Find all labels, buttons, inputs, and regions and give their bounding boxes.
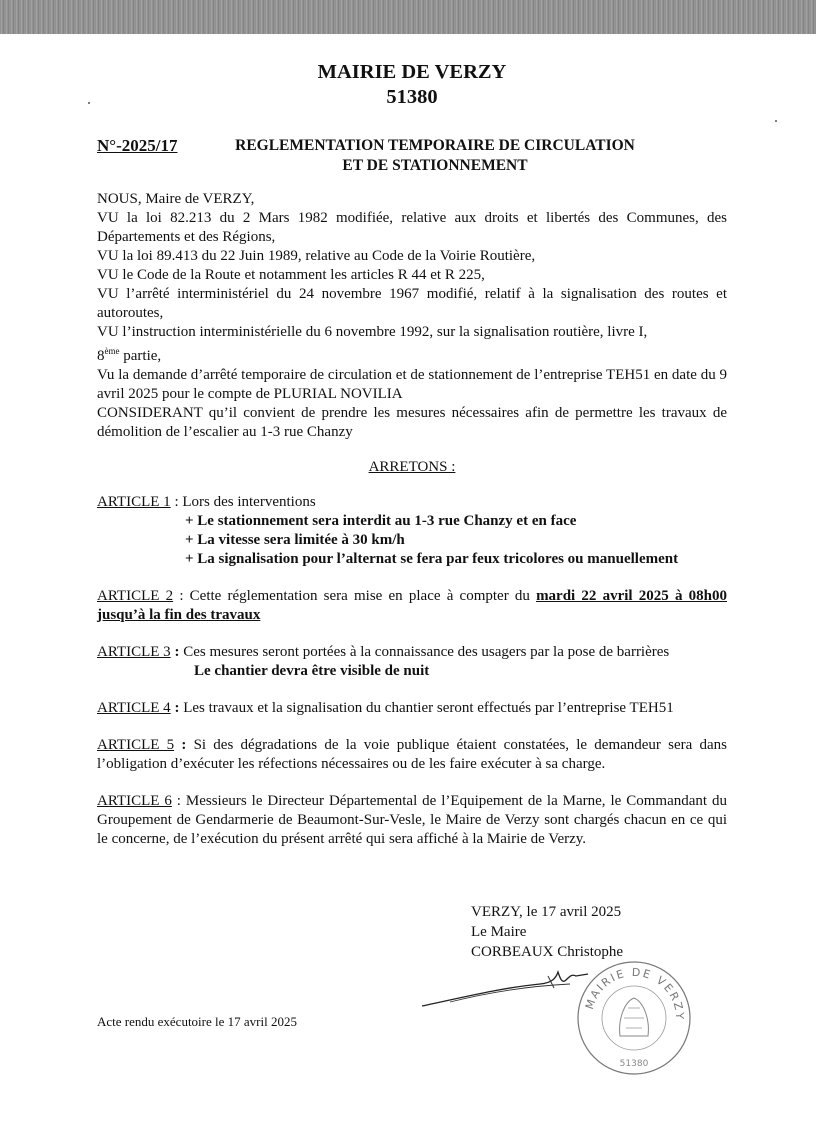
article-1-text: Lors des interventions	[182, 494, 316, 510]
signature-role: Le Maire	[471, 924, 527, 940]
document-page	[97, 60, 727, 867]
article-1: ARTICLE 1 : Lors des interventions + Le stationnement sera interdit au 1-3 rue Chanzy et en face + La vitesse sera limitée à 30 km/h + La signalisation pour l’alternat se fera par feux tricolores ou manuellement	[97, 493, 727, 569]
list-item: + Le stationnement sera interdit au 1-3 rue Chanzy et en face	[185, 513, 577, 529]
town-hall-seal	[574, 958, 694, 1078]
article-5: ARTICLE 5 : Si des dégradations de la voie publique étaient constatées, le demandeur sera dans l’obligation d’exécuter les réfections nécessaires ou de les faire exécuter à sa charge.	[97, 737, 727, 772]
instruction-ordinal-suffix: ème	[104, 346, 120, 356]
article-3-label: ARTICLE 3	[97, 644, 171, 660]
instruction-text: VU l’instruction interministérielle du 6 novembre 1992, sur la signalisation routière, livre I,	[97, 324, 648, 340]
preamble-line: CONSIDERANT qu’il convient de prendre les mesures nécessaires afin de permettre les travaux de démolition de l’escalier au 1-3 rue Chanzy	[97, 405, 727, 440]
signature-name: CORBEAUX Christophe	[471, 944, 624, 960]
article-6: ARTICLE 6 : Messieurs le Directeur Départemental de l’Equipement de la Marne, le Commandant du Groupement de Gendarmerie de Beaumont-Sur-Vesle, le Maire de Verzy sont chargés chacun en ce qui le concerne, de l’exécution du présent arrêté qui sera affiché à la Mairie de Verzy.	[97, 793, 727, 847]
article-2-text: Cette réglementation sera mise en place à compter du	[189, 588, 537, 604]
article-5-text: Si des dégradations de la voie publique étaient constatées, le demandeur sera dans l’obligation d’exécuter les réfections nécessaires ou de les faire exécuter à sa charge.	[97, 737, 727, 772]
preamble-instruction	[97, 323, 727, 366]
article-3-text: Ces mesures seront portées à la connaissance des usagers par la pose de barrières	[183, 644, 670, 660]
preamble-line: Vu la demande d’arrêté temporaire de circulation et de stationnement de l’entreprise TEH51 en date du 9 avril 2025 pour le compte de PLURIAL NOVILIA	[97, 367, 727, 402]
scan-speck	[88, 102, 90, 104]
article-4: ARTICLE 4 : Les travaux et la signalisation du chantier seront effectués par l’entreprise TEH51	[97, 700, 674, 716]
instruction-tail: partie,	[119, 348, 162, 364]
article-4-text: Les travaux et la signalisation du chantier seront effectués par l’entreprise TEH51	[183, 700, 674, 716]
article-1-measures	[185, 512, 727, 569]
decree-title-line-2: ET DE STATIONNEMENT	[342, 157, 528, 174]
article-4-label: ARTICLE 4	[97, 700, 171, 716]
article-3-note: Le chantier devra être visible de nuit	[194, 663, 430, 679]
preamble	[97, 190, 727, 442]
title-line-2: 51380	[386, 86, 438, 108]
decree-number: N°-2025/17	[97, 136, 178, 155]
seal-text-bottom: 51380	[619, 1059, 649, 1069]
seal-text-top: MAIRIE DE VERZY	[582, 965, 687, 1022]
signature-block	[471, 902, 623, 962]
signature-place-date: VERZY, le 17 avril 2025	[471, 904, 622, 920]
handwritten-signature	[420, 962, 590, 1012]
list-item: + La signalisation pour l’alternat se fera par feux tricolores ou manuellement	[185, 551, 679, 567]
preamble-line: VU la loi 82.213 du 2 Mars 1982 modifiée, relative aux droits et libertés des Communes, des Départements et des Régions,	[97, 210, 727, 245]
article-6-label: ARTICLE 6	[97, 793, 172, 809]
preamble-line: NOUS, Maire de VERZY,	[97, 191, 255, 207]
decree-title-line-1: REGLEMENTATION TEMPORAIRE DE CIRCULATION	[235, 137, 635, 154]
article-1-label: ARTICLE 1	[97, 494, 171, 510]
scan-speck	[775, 120, 777, 122]
list-item: + La vitesse sera limitée à 30 km/h	[185, 532, 405, 548]
executory-note: Acte rendu exécutoire le 17 avril 2025	[97, 1014, 297, 1029]
instruction-ordinal: 8	[97, 348, 105, 364]
scan-edge	[0, 0, 816, 34]
decision-heading: ARRETONS :	[368, 459, 456, 475]
article-2-label: ARTICLE 2	[97, 588, 174, 604]
preamble-line: VU la loi 89.413 du 22 Juin 1989, relative au Code de la Voirie Routière,	[97, 248, 536, 264]
article-2: ARTICLE 2 : Cette réglementation sera mise en place à compter du mardi 22 avril 2025 à 08h00 jusqu’à la fin des travaux	[97, 588, 727, 623]
article-2-date: mardi 22 avril 2025 à 08h00 jusqu’à la fin des travaux	[97, 588, 727, 623]
title-line-1: MAIRIE DE VERZY	[317, 61, 507, 83]
preamble-line: VU l’arrêté interministériel du 24 novembre 1967 modifié, relatif à la signalisation des routes et autoroutes,	[97, 286, 727, 321]
article-3: ARTICLE 3 : Ces mesures seront portées à la connaissance des usagers par la pose de barrières Le chantier devra être visible de nuit	[97, 643, 727, 681]
decree-reference	[97, 136, 727, 176]
decree-title	[217, 136, 653, 176]
preamble-line: VU le Code de la Route et notamment les articles R 44 et R 225,	[97, 267, 485, 283]
page-title	[97, 60, 727, 110]
article-6-text: Messieurs le Directeur Départemental de l’Equipement de la Marne, le Commandant du Groupement de Gendarmerie de Beaumont-Sur-Vesle, le Maire de Verzy sont chargés chacun en ce qui le concerne, de l’exécution du présent arrêté qui sera affiché à la Mairie de Verzy.	[97, 793, 727, 847]
article-5-label: ARTICLE 5	[97, 737, 175, 753]
